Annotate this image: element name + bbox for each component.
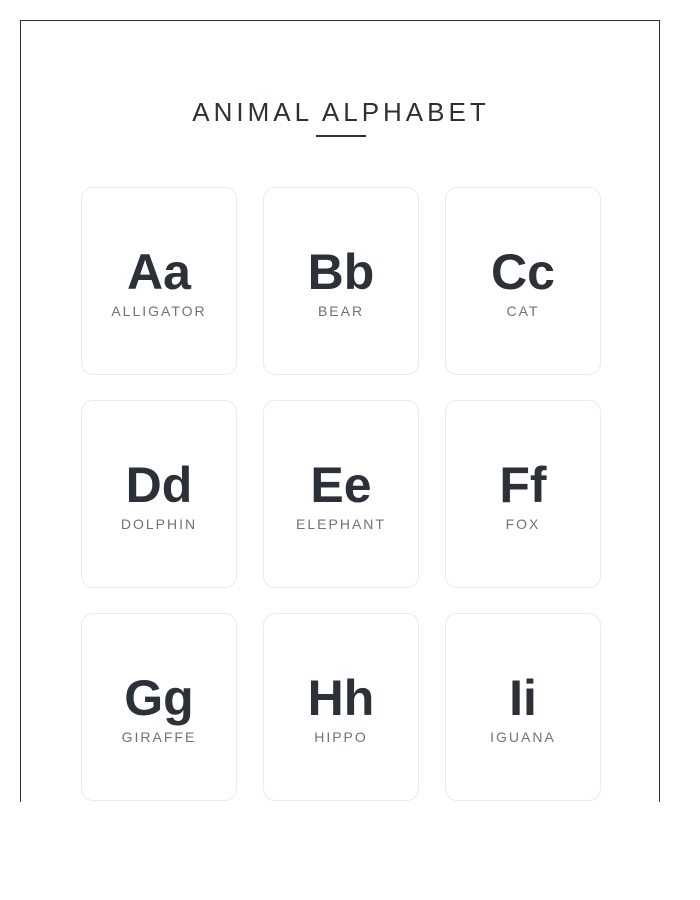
card-letter: Ff	[499, 457, 547, 513]
letter-card-h[interactable]	[263, 613, 419, 801]
letter-card-c[interactable]	[445, 187, 601, 375]
card-animal-name: DOLPHIN	[120, 516, 198, 532]
card-letter: Dd	[125, 457, 193, 513]
letter-card-b[interactable]	[263, 187, 419, 375]
card-animal-name: HIPPO	[314, 729, 368, 745]
card-animal-name: FOX	[505, 516, 541, 532]
card-letter: Ee	[310, 457, 372, 513]
card-animal-name: IGUANA	[490, 729, 556, 745]
title-underline	[316, 135, 366, 137]
card-letter: Ii	[509, 670, 537, 726]
card-animal-name: CAT	[506, 303, 540, 319]
letter-card-a[interactable]	[81, 187, 237, 375]
letter-card-i[interactable]	[445, 613, 601, 801]
alphabet-grid	[81, 187, 601, 801]
card-letter: Aa	[127, 244, 191, 300]
card-animal-name: ALLIGATOR	[111, 303, 207, 319]
letter-card-e[interactable]	[263, 400, 419, 588]
page-title: ANIMAL ALPHABET	[192, 97, 490, 127]
card-animal-name: BEAR	[317, 303, 365, 319]
card-animal-name: ELEPHANT	[296, 516, 386, 532]
card-letter: Cc	[491, 244, 555, 300]
card-animal-name: GIRAFFE	[121, 729, 197, 745]
card-letter: Gg	[124, 670, 194, 726]
letter-card-f[interactable]	[445, 400, 601, 588]
card-letter: Hh	[307, 670, 375, 726]
card-letter: Bb	[307, 244, 375, 300]
letter-card-g[interactable]	[81, 613, 237, 801]
letter-card-d[interactable]	[81, 400, 237, 588]
page-frame	[20, 20, 660, 802]
